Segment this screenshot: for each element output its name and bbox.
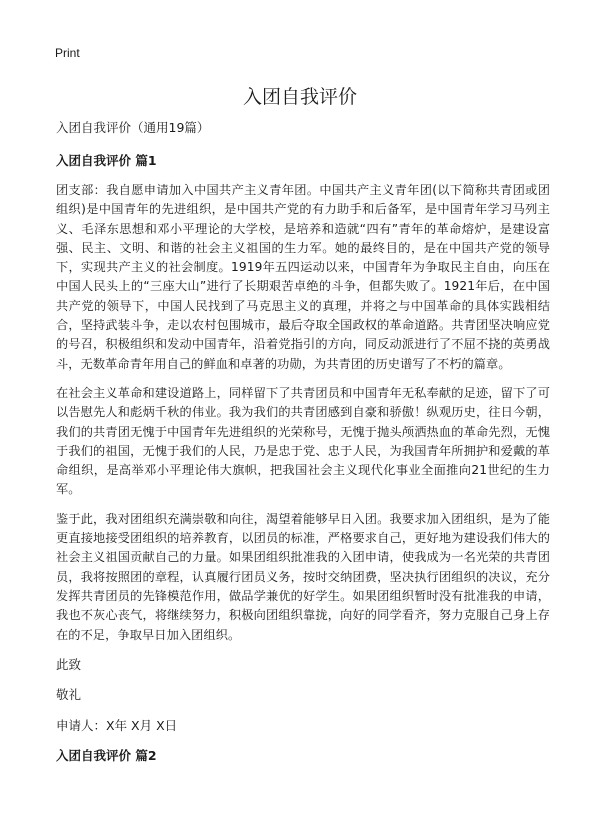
- closing-salutation: 此致: [56, 656, 82, 672]
- document-body: [56, 118, 550, 777]
- document-subtitle: 入团自我评价（通用19篇）: [56, 120, 210, 135]
- applicant-signature-line: 申请人：X年 X月 X日: [56, 717, 178, 733]
- paragraph-3: 鉴于此，我对团组织充满崇敬和向往，渴望着能够早日入团。我要求加入团组织，是为了能更直接地接受团组织的培养教育，以团员的标准，严格要求自己，更好地为建设我们伟大的社会主义祖国贡献自己的力量。如果团组织批准我的入团申请，使我成为一名光荣的共青团员，我将按照团的章程，认真履行团员义务，按时交纳团费，坚决执行团组织的决议，充分发挥共青团员的先锋模范作用，做品学兼优的好学生。如果团组织暂时没有批准我的申请，我也不灰心丧气，将继续努力，积极向团组织靠拢，向好的同学看齐，努力克服自己身上存在的不足，争取早日加入团组织。: [56, 511, 550, 642]
- section-heading-1: 入团自我评价 篇1: [56, 152, 157, 168]
- print-link[interactable]: Print: [55, 46, 80, 60]
- closing-regards: 敬礼: [56, 687, 82, 703]
- paragraph-2: 在社会主义革命和建设道路上，同样留下了共青团员和中国青年无私奉献的足迹，留下了可以告慰先人和彪炳千秋的伟业。我为我们的共青团感到自豪和骄傲！纵观历史，往日今朝，我们的共青团无愧于中国青年先进组织的光荣称号，无愧于抛头颅洒热血的革命先烈，无愧于我们的祖国，无愧于我们的人民，乃是忠于党、忠于人民，为我国青年所拥护和爱戴的革命组织，是高举邓小平理论伟大旗帜，把我国社会主义现代化事业全面推向21世纪的生力军。: [56, 385, 550, 497]
- paragraph-1: 团支部：我自愿申请加入中国共产主义青年团。中国共产主义青年团(以下简称共青团或团组织)是中国青年的先进组织，是中国共产党的有力助手和后备军，是中国青年学习马列主义、毛泽东思想和邓小平理论的大学校，是培养和造就“四有”青年的革命熔炉，是建设富强、民主、文明、和谐的社会主义祖国的生力军。她的最终目的，是在中国共产党的领导下，实现共产主义的社会制度。1919年五四运动以来，中国青年为争取民主自由，向压在中国人民头上的“三座大山”进行了长期艰苦卓绝的斗争，但都失败了。1921年后，在中国共产党的领导下，中国人民找到了马克思主义的真理，并将之与中国革命的具体实践相结合，坚持武装斗争，走以农村包围城市，最后夺取全国政权的革命道路。共青团坚决响应党的号召，积极组织和发动中国青年，沿着党指引的方向，同反动派进行了不屈不挠的英勇战斗，无数革命青年用自己的鲜血和卓著的功勋，为共青团的历史谱写了不朽的篇章。: [56, 183, 550, 371]
- page-title: 入团自我评价: [242, 86, 357, 108]
- section-heading-2: 入团自我评价 篇2: [56, 748, 157, 764]
